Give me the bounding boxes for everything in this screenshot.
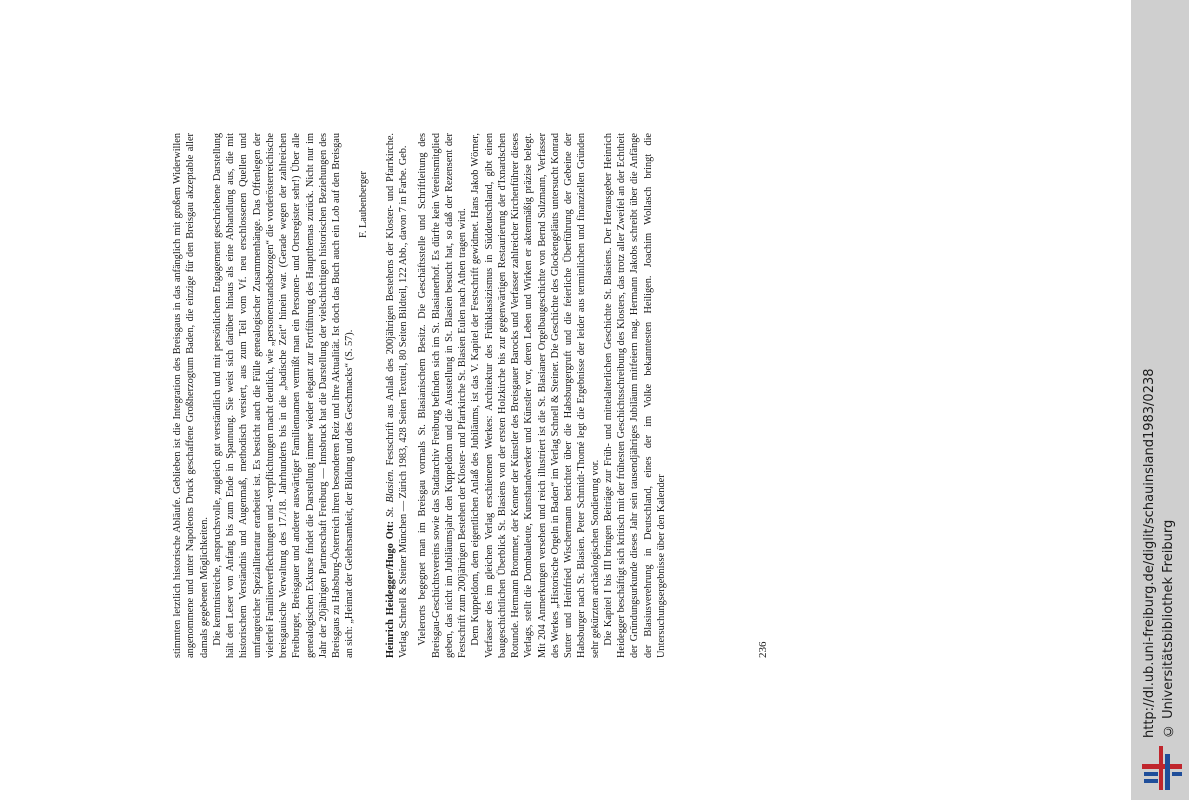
document-page xyxy=(171,133,931,658)
paragraph: Dem Kuppeldom, dem eigentlichen Anlaß des Jubiläums, ist das V. Kapitel der Festschrift gewidmet. Hans Jakob Wörner, Verfasser des im gleichen Verlag erschienenen Werkes: Architektur des Frühklassizismus in Süddeutschland, gibt einen baugeschichtlichen Überblick St. Blasiens von der ersten Holzkirche bis zur gegenwärtigen Restaurierung der d'Ixnardschen Rotunde. Hermann Brommer, der Kenner der Künstler des Breisgauer Barocks und Verfasser zahlreicher Kirchenführer dieses Verlags, stellt die Dombauleute, Kunsthandwerker und Künstler vor, deren Leben und Wirken er aktenmäßig präzise belegt. Mit 204 Anmerkungen versehen und reich illustriert ist die St. Blasianer Orgelbaugeschichte von Bernd Sulzmann, Verfasser des Werkes „Historische Orgeln in Baden“ im Verlag Schnell & Steiner. Die Geschichte des Glockengeläuts untersucht Konrad Sutter und Heinfried Wischermann berichtet über die Habsburgergruft und die feierliche Überführung der Gebeine der Habsburger nach St. Blasien. Peter Schmidt-Thomé legt die Ergebnisse der leider aus terminlichen und finanziellen Gründen sehr gekürzten archäologischen Sondierung vor. xyxy=(470,133,601,658)
review-heading xyxy=(384,133,411,658)
copyright-notice: © Universitätsbibliothek Freiburg xyxy=(1161,519,1176,738)
logo-blue-stripe xyxy=(1144,772,1158,776)
logo-blue-stripe xyxy=(1144,779,1158,783)
paragraph: Die kenntnisreiche, anspruchsvolle, zugleich gut verständlich und mit persönlichem Engagement geschriebene Darstellung hält den Leser von Anfang bis zum Ende in Spannung. Sie weist sich darüber hinaus als eine Abhandlung aus, die mit historischem Verständnis und Augenmaß, methodisch versiert, aus zum Teil vom Vf. neu erschlossenen Quellen und umfangreicher Spezialliteratur erarbeitet ist. Es besticht auch die Fülle genealogischer Zusammenhänge. Das Offenlegen der vielerlei Familienverflechtungen und -verpflichtungen macht deutlich, wie „personenstandsbezogen“ die vorderösterreichische breisgauische Verwaltung des 17./18. Jahrhunderts bis in die „badische Zeit“ hinein war. (Gerade wegen der zahlreichen Freiburger, Breisgauer und anderer auswärtiger Familiennamen vermißt man ein Personen- und Ortsregister sehr!) Über alle genealogischen Exkurse findet die Darstellung immer wieder elegant zur Fortführung des Hauptthemas zurück. Nicht nur im Jahr der 20jährigen Partnerschaft Freiburg — Innsbruck hat die Darstellung der vielschichtigen historischen Beziehungen des Breisgaus zu Habsburg-Österreich ihren besonderen Reiz und ihre Aktualität. Ist doch das Buch auch ein Lob auf den Breisgau an sich: „Heimat der Gelehrsamkeit, der Bildung und des Geschmacks“ (S. 57). xyxy=(211,133,356,658)
paragraph: Die Kapitel I bis III bringen Beiträge zur Früh- und mittelalterlichen Geschichte St. Blasiens. Der Herausgeber Heinrich Heidegger beschäftigt sich kritisch mit der frühesten Geschichtsschreibung des Klosters, das trotz aller Zweifel an der Echtheit der Gründungsurkunde dieses Jahr sein tausendjähriges Jubiläum mitfeiern mag. Hermann Jakobs schreibt über die Anfänge der Blasiusverehrung in Deutschland, eines der im Volke bekanntesten Heiligen. Joachim Wollasch bringt die Untersuchungsergebnisse über den Kalender xyxy=(602,133,667,658)
paragraph: stimmten letztlich historische Abläufe. Geblieben ist die Integration des Breisgaus in das anfänglich mit großem Widerwillen angenommene und unter Napoleons Druck geschaffene Großherzogtum Baden, die einzige für den Breisgau akzeptable aller damals gegebenen Möglichkeiten. xyxy=(172,133,210,658)
page-number: 236 xyxy=(757,641,769,658)
library-logo-icon xyxy=(1140,744,1184,794)
review-signature: F. Laubenberger xyxy=(357,171,369,239)
sidebar-text xyxy=(1140,8,1180,738)
logo-blue-bar xyxy=(1165,754,1170,790)
source-url-link[interactable]: http://dl.ub.uni-freiburg.de/diglit/schauinsland1983/0238 xyxy=(1142,368,1157,738)
paragraph: Vielerorts begegnet man im Breisgau vormals St. Blasianischem Besitz. Die Geschäftsstelle und Schriftleitung des Breisgau-Geschichtsvereins sowie das Stadtarchiv Freiburg befinden sich im St. Blasianerhof. Es dürfte kein Vereinsmitglied geben, das nicht im Jubiläumsjahr den Kuppeldom und die Ausstellung in St. Blasien besucht hat, so daß der Rezensent der Festschrift zum 200jährigen Bestehen der Kloster- und Pfarrkirche St. Blasien Eulen nach Athen tragen wird. xyxy=(417,133,468,658)
review-title: St. Blasien. xyxy=(384,469,396,518)
logo-blue-stripe xyxy=(1172,772,1182,776)
logo-red-crossbar xyxy=(1142,764,1182,769)
review-details: Festschrift aus Anlaß des 200jährigen Bestehens der Kloster- und Pfarrkirche. Verlag Schnell & Steiner München — Zürich 1983, 428 Seiten Textteil, 80 Seiten Bildteil, 122 Abb., davon 7 in Farbe. Geb. xyxy=(384,133,409,658)
review-authors: Heinrich Heidegger/Hugo Ott: xyxy=(384,520,396,658)
